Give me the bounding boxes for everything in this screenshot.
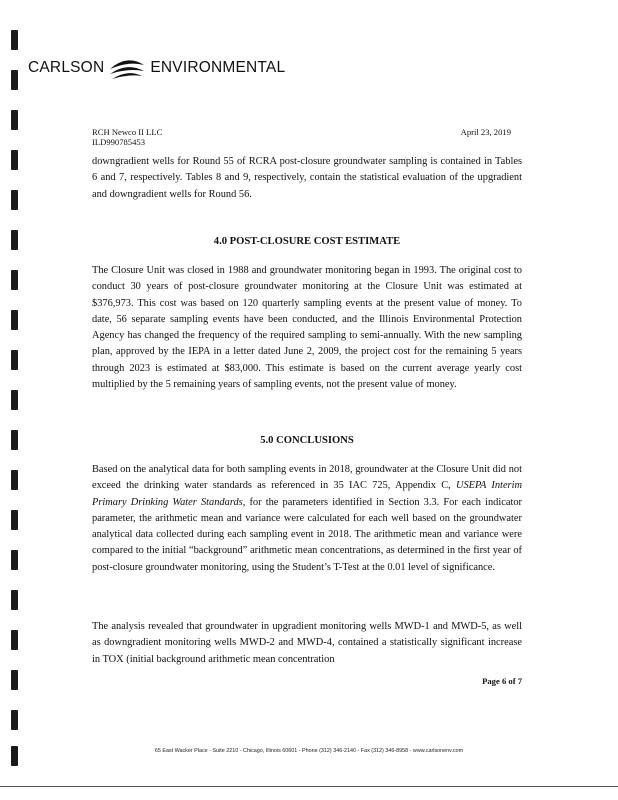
binder-hole [11, 430, 18, 450]
binder-hole [11, 710, 18, 730]
binder-hole [11, 190, 18, 210]
logo-text-environmental: ENVIRONMENTAL [150, 59, 286, 76]
section-4-heading: 4.0 POST-CLOSURE COST ESTIMATE [213, 236, 401, 247]
letter-date: April 23, 2019 [460, 127, 511, 137]
carlson-swoosh-icon [107, 53, 147, 83]
binder-holes [11, 30, 20, 770]
binder-hole [11, 30, 18, 50]
binder-hole [11, 630, 18, 650]
binder-hole [11, 230, 18, 250]
bottom-divider [0, 786, 618, 787]
para1-italic-title: USEPA Interim Primary Drinking Water Standards, [92, 480, 522, 508]
binder-hole [11, 150, 18, 170]
letter-header [92, 127, 517, 147]
para1-text-a: Based on the analytical data for both sampling events in 2018, groundwater at the Closure Unit did not exceed the drinking water standards as referenced in 35 IAC 725, Appendix C, [92, 464, 522, 492]
company-logo [28, 50, 285, 86]
page-number: Page 6 of 7 [482, 676, 522, 686]
para1-text-b: for the parameters identified in Section 3.3. For each indicator parameter, the arithmetic mean and variance were calculated for each well based on the groundwater analytical data collected during each sampling event in 2018. The arithmetic mean and variance were compared to the initial “background” arithmetic mean concentrations, as determined in the first year of post-closure groundwater monitoring, using the Student’s T-Test at the 0.01 level of significance. [92, 496, 522, 573]
binder-hole [11, 470, 18, 490]
binder-hole [11, 390, 18, 410]
continuation-paragraph: downgradient wells for Round 55 of RCRA post-closure groundwater sampling is contained in Tables 6 and 7, respectively. Tables 8 and 9, respectively, contain the statistical evaluation of the upgradient and downgradient wells for Round 56. [92, 156, 522, 200]
page-footer: 65 East Wacker Place - Suite 2210 - Chicago, Illinois 60601 - Phone (312) 346-2140 - Fax (312) 346-8958 - www.carlsonenv.com [154, 748, 464, 754]
recipient-id: ILD990785453 [92, 137, 145, 147]
section-5-paragraph-2: The analysis revealed that groundwater in upgradient monitoring wells MWD-1 and MWD-5, as well as downgradient monitoring wells MWD-2 and MWD-4, contained a statistically significant increase in TOX (initial background arithmetic mean concentration [92, 621, 522, 665]
binder-hole [11, 590, 18, 610]
binder-hole [11, 670, 18, 690]
binder-hole [11, 270, 18, 290]
binder-hole [11, 510, 18, 530]
section-5-heading: 5.0 CONCLUSIONS [260, 435, 354, 446]
binder-hole [11, 110, 18, 130]
section-4-paragraph: The Closure Unit was closed in 1988 and groundwater monitoring began in 1993. The original cost to conduct 30 years of post-closure groundwater monitoring at the Closure Unit was estimated at $376,973. This cost was based on 120 quarterly sampling events at the present value of money. To date, 56 separate sampling events have been conducted, and the Illinois Environmental Protection Agency has changed the frequency of the required sampling to semi-annually. With the new sampling plan, approved by the IEPA in a letter dated June 2, 2009, the project cost for the remaining 5 years through 2023 is estimated at $83,000. This estimate is based on the current average yearly cost multiplied by the 5 remaining years of sampling events, not the present value of money. [92, 265, 522, 391]
binder-hole [11, 550, 18, 570]
binder-hole [11, 350, 18, 370]
recipient-name: RCH Newco II LLC [92, 127, 163, 137]
section-5-paragraph-1 [92, 462, 522, 576]
logo-text-carlson: CARLSON [28, 59, 105, 76]
binder-hole [11, 70, 18, 90]
binder-hole [11, 310, 18, 330]
